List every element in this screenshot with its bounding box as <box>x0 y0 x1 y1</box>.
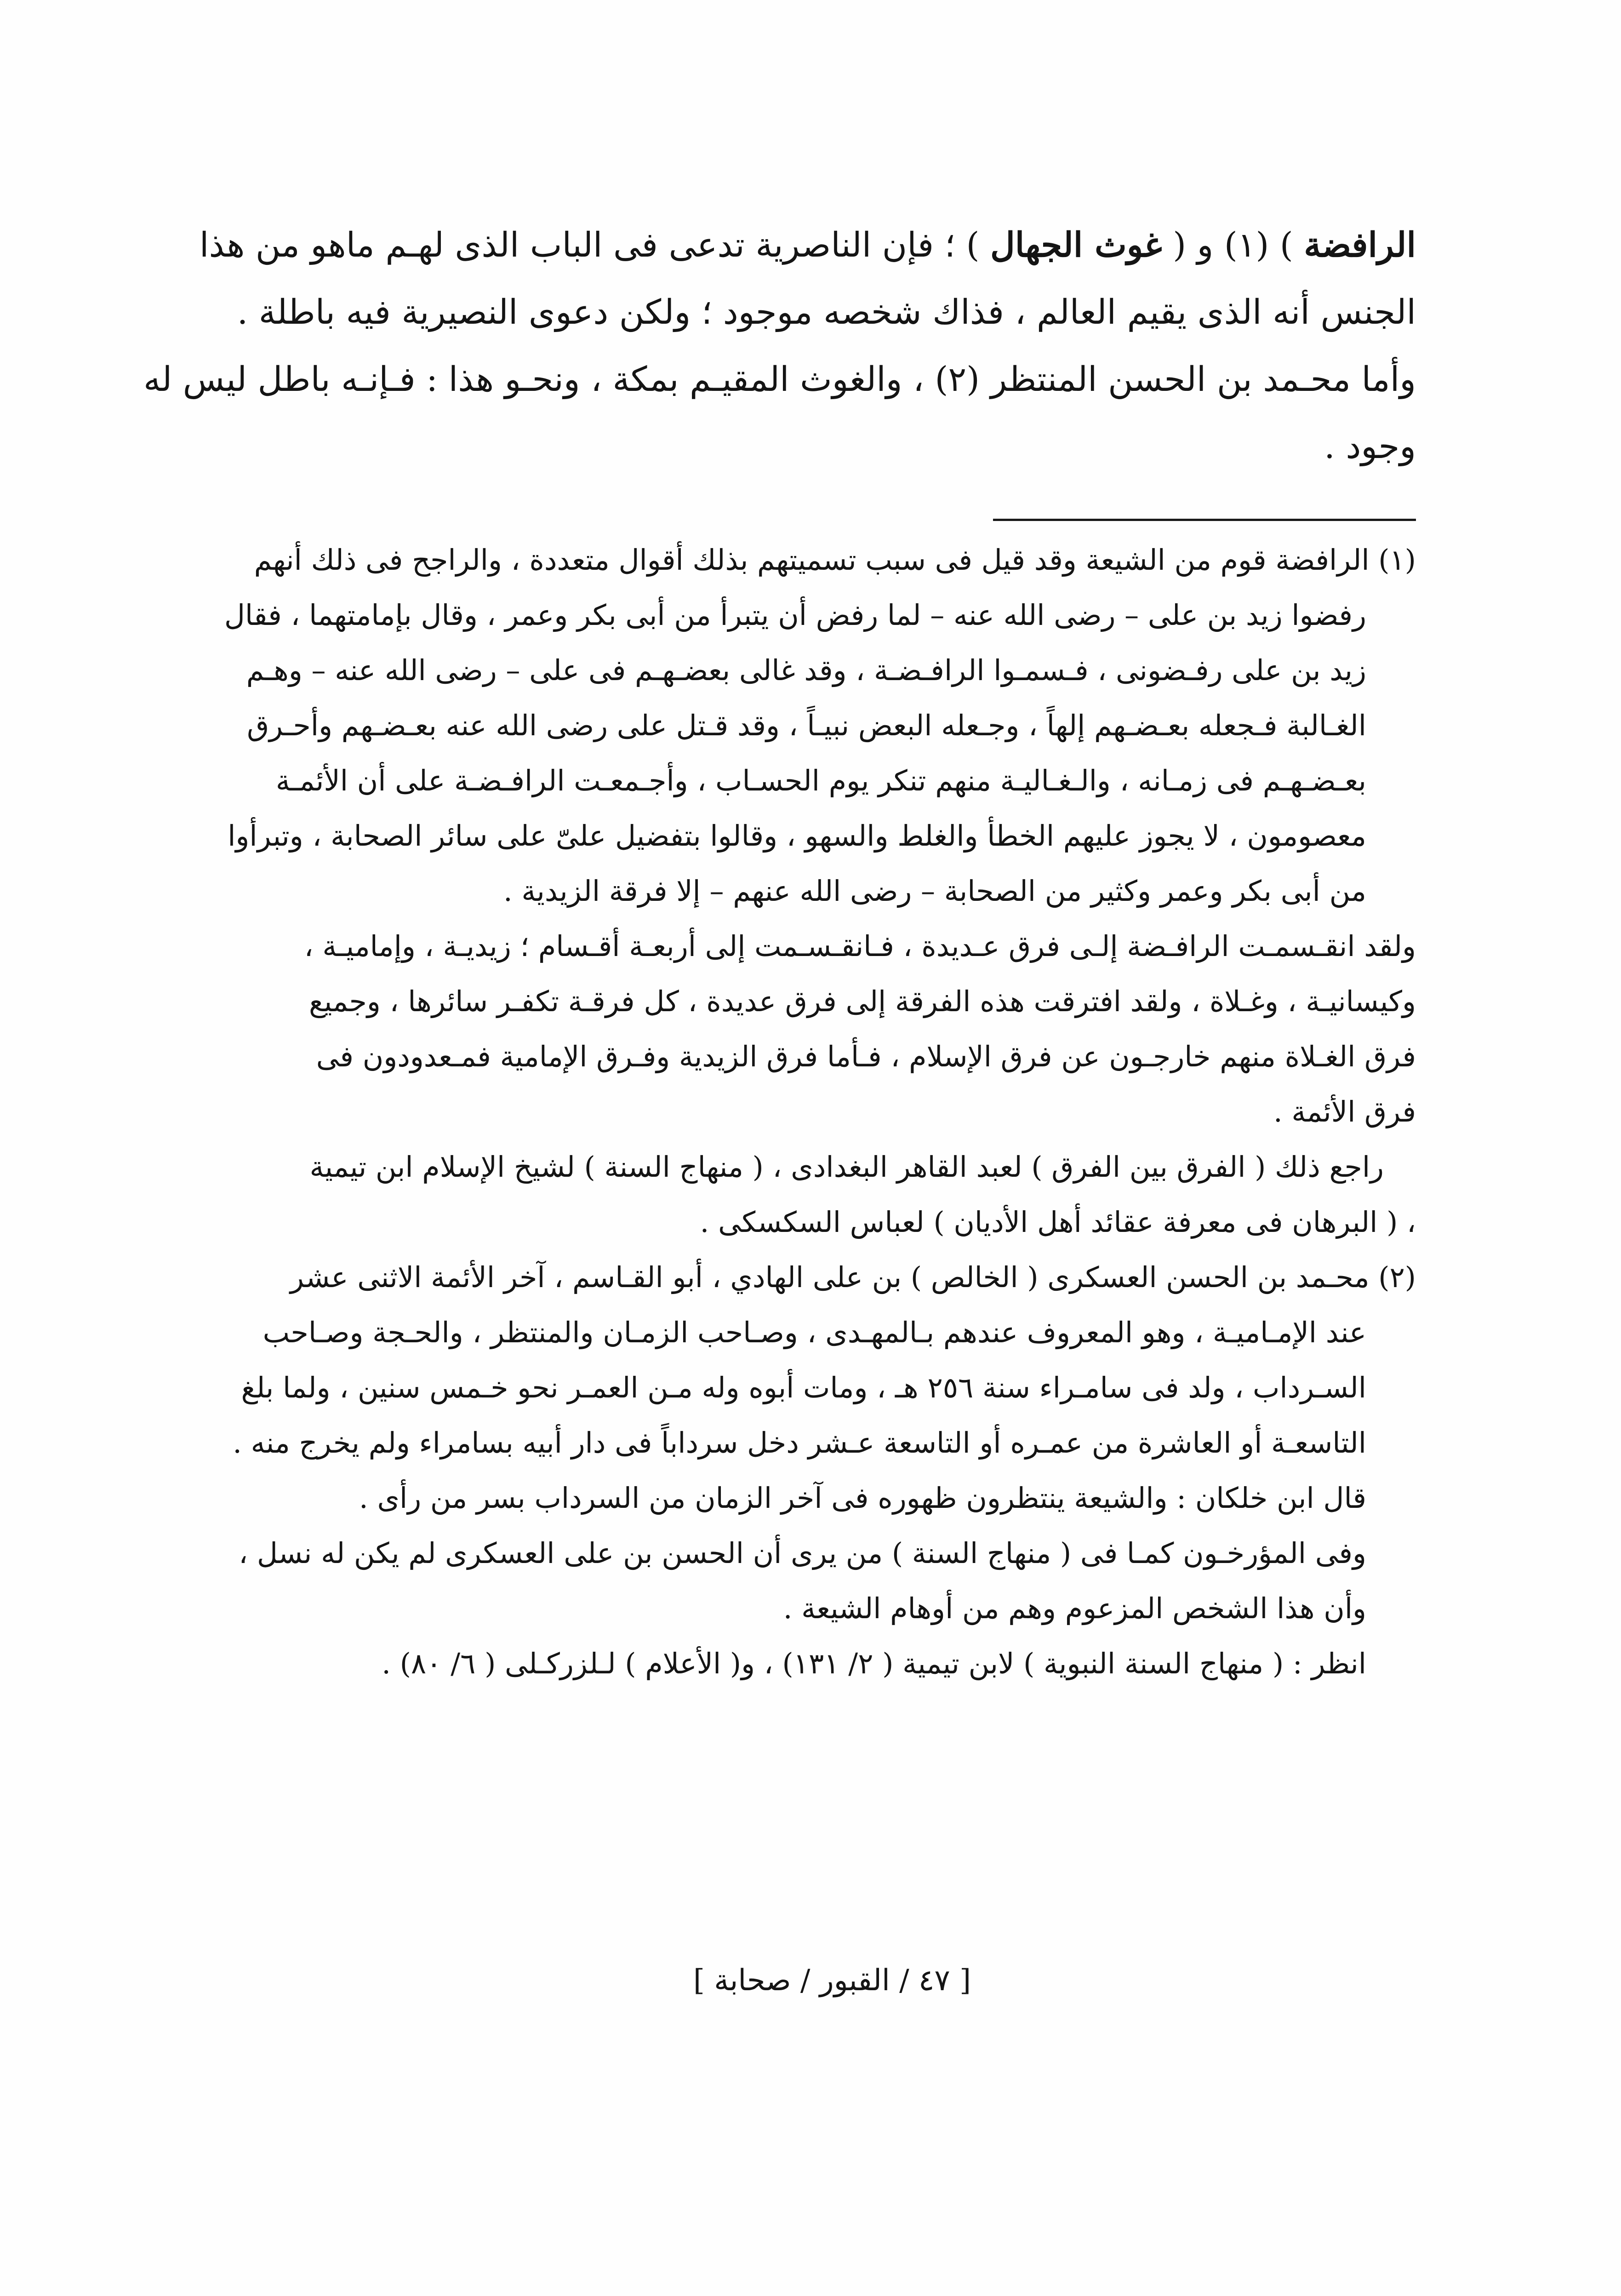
term-ghawth-aljuhhal: غوث الجهال <box>990 225 1162 265</box>
footnote-2-quote-line: قال ابن خلكان : والشيعة ينتظرون ظهوره فى آخر الزمان من السرداب بسر من رأى . <box>359 1481 1366 1515</box>
footnote-1-line: من أبى بكر وعمر وكثير من الصحابة – رضى الله عنهم – إلا فرقة الزيدية . <box>503 874 1366 908</box>
footnote-1-line: بعـضـهـم فى زمـانه ، والـغـاليـة منهم تنكر يوم الحسـاب ، وأجـمعـت الرافـضـة على أن الأئمـة <box>275 764 1366 797</box>
main-line-fragment: ) ؛ فإن الناصرية تدعى فى الباب الذى لهـم ماهو من هذا <box>199 225 991 265</box>
page-footer: [ ٤٧ / القبور / صحابة ] <box>693 1964 971 1998</box>
footnote-1-reference-line: ، ( البرهان فى معرفة عقائد أهل الأديان ) لعباس السكسكى . <box>700 1205 1416 1239</box>
footnote-1-line: زيد بن على رفـضونى ، فـسمـوا الرافـضـة ، وقد غالى بعضـهـم فى على – رضى الله عنه – وهـم <box>246 653 1366 687</box>
main-text-block <box>143 212 1416 480</box>
footnote-2-reference-line: انظر : ( منهاج السنة النبوية ) لابن تيمية ( ٢/ ١٣١) ، و( الأعلام ) لـلزركـلى ( ٦/ ٨٠) . <box>382 1647 1366 1680</box>
main-line: الجنس أنه الذى يقيم العالم ، فذاك شخصه موجود ؛ ولكن دعوى النصيرية فيه باطلة . <box>237 292 1416 332</box>
footnote-1-line: (١) الرافضة قوم من الشيعة وقد قيل فى سبب تسميتهم بذلك أقوال متعددة ، والراجح فى ذلك أنهم <box>254 543 1416 577</box>
footnote-separator <box>993 519 1416 521</box>
footnote-1-para2-line: وكيسانيـة ، وغـلاة ، ولقد افترقت هذه الفرقة إلى فرق عديدة ، كل فرقـة تكفـر سائرها ، وجميع <box>308 985 1416 1018</box>
term-rafida: الرافضة <box>1304 225 1416 265</box>
footnotes-block <box>224 532 1416 1691</box>
footnote-2-para3-line: وأن هذا الشخص المزعوم وهم من أوهام الشيعة . <box>783 1592 1366 1625</box>
footnote-1-line: الغـالبة فـجعله بعـضـهم إلهاً ، وجـعله البعض نبيـاً ، وقد قـتل على رضى الله عنه بعـضـهم وأحـرق <box>247 709 1366 742</box>
footnote-2-line: عند الإمـاميـة ، وهو المعروف عندهم بـالمهـدى ، وصـاحب الزمـان والمنتظر ، والحـجة وصـاحب <box>263 1316 1366 1349</box>
footnote-1-para2-line: فرق الأئمة . <box>1273 1095 1416 1128</box>
footnote-1-para2-line: ولقد انقـسمـت الرافـضة إلـى فرق عـديدة ، فـانقـسـمت إلى أربعـة أقـسام ؛ زيديـة ، وإماميـة ، <box>304 929 1416 963</box>
footnote-1-line: معصومون ، لا يجوز عليهم الخطأ والغلط والسهو ، وقالوا بتفضيل علىّ على سائر الصحابة ، وتبرأوا <box>228 819 1366 853</box>
footnote-1-reference-line: راجع ذلك ( الفرق بين الفرق ) لعبد القاهر البغدادى ، ( منهاج السنة ) لشيخ الإسلام ابن تيمية <box>309 1150 1384 1184</box>
main-line-fragment: ) (١) و ( <box>1162 225 1304 265</box>
main-line: وجود . <box>1324 427 1416 466</box>
footnote-1-para2-line: فرق الغـلاة منهم خارجـون عن فرق الإسلام ، فـأما فرق الزيدية وفـرق الإمامية فمـعدودون فى <box>316 1040 1416 1073</box>
footnote-2-line: التاسعـة أو العاشرة من عمـره أو التاسعة عـشر دخل سرداباً فى دار أبيه بسامراء ولم يخرج منه . <box>233 1426 1366 1460</box>
footnote-1-line: رفضوا زيد بن على – رضى الله عنه – لما رفض أن يتبرأ من أبى بكر وعمر ، وقال بإمامتهما ، فقال <box>224 598 1366 632</box>
footnote-2-line: السـرداب ، ولد فى سامـراء سنة ٢٥٦ هـ ، ومات أبوه وله مـن العمـر نحو خـمس سنين ، ولما بلغ <box>241 1371 1366 1404</box>
main-line: وأما محـمد بن الحسن المنتظر (٢) ، والغوث المقيـم بمكة ، ونحـو هذا : فـإنـه باطل ليس له <box>143 360 1416 399</box>
footnote-2-para3-line: وفى المؤرخـون كمـا فى ( منهاج السنة ) من يرى أن الحسن بن على العسكرى لم يكن له نسل ، <box>239 1536 1366 1570</box>
footnote-2-line: (٢) محـمد بن الحسن العسكرى ( الخالص ) بن على الهادي ، أبو القـاسم ، آخر الأئمة الاثنى عشر <box>290 1260 1416 1294</box>
main-line <box>199 212 1416 279</box>
